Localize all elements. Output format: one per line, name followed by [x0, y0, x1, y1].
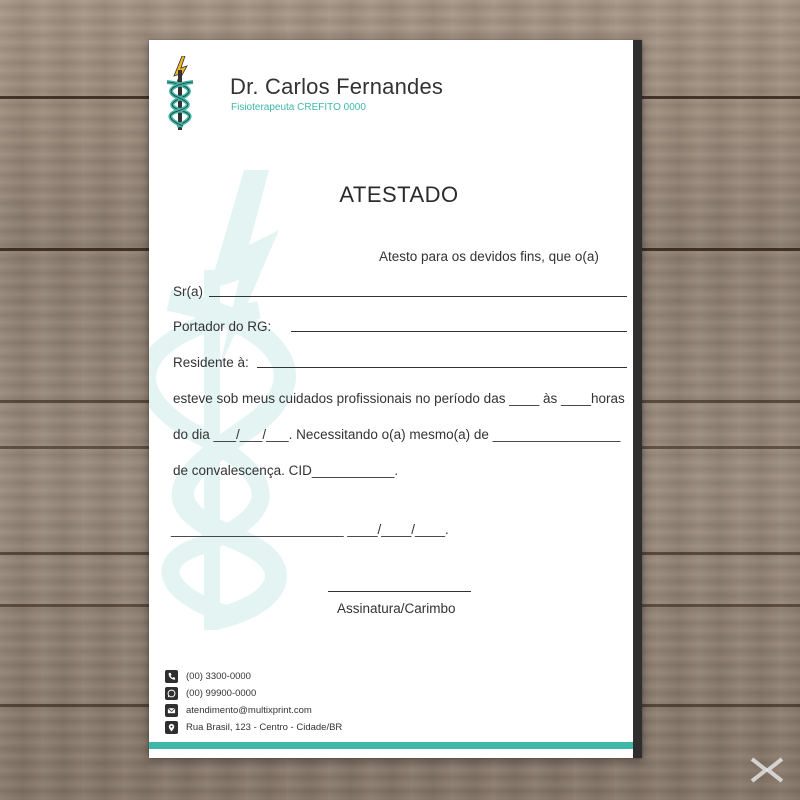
- address-label: Residente à:: [173, 355, 249, 370]
- map-pin-icon: [165, 721, 178, 734]
- footer-whatsapp: (00) 99900-0000: [165, 686, 256, 700]
- rg-fill-line[interactable]: [291, 331, 627, 332]
- cid-text: de convalescença. CID___________.: [173, 463, 399, 478]
- envelope-icon: [165, 704, 178, 717]
- dark-side-bar: [633, 40, 642, 758]
- accent-bottom-bar: [149, 742, 633, 749]
- date-need-text: do dia ___/___/___. Necessitando o(a) mesmo(a) de _________________: [173, 427, 621, 442]
- address-fill-line[interactable]: [257, 367, 627, 368]
- footer-email: atendimento@multixprint.com: [165, 703, 312, 717]
- name-label: Sr(a): [173, 284, 203, 299]
- footer-address: Rua Brasil, 123 - Centro - Cidade/BR: [165, 720, 342, 734]
- certificate-sheet: [149, 40, 642, 758]
- care-period-text: esteve sob meus cuidados profissionais no período das ____ às ____horas: [173, 391, 625, 406]
- rg-label: Portador do RG:: [173, 319, 272, 334]
- doctor-credential: Fisioterapeuta CREFITO 0000: [231, 102, 366, 113]
- document-title: ATESTADO: [339, 182, 459, 207]
- caduceus-logo-icon: [163, 56, 197, 132]
- doctor-name: Dr. Carlos Fernandes: [230, 74, 444, 99]
- intro-text: Atesto para os devidos fins, que o(a): [379, 249, 599, 264]
- signature-label: Assinatura/Carimbo: [337, 601, 456, 616]
- whatsapp-icon: [165, 687, 178, 700]
- phone-icon: [165, 670, 178, 683]
- name-fill-line[interactable]: [209, 296, 627, 297]
- footer-phone: (00) 3300-0000: [165, 669, 251, 683]
- signature-line: [328, 591, 471, 592]
- place-date-line: _______________________ ____/____/____.: [171, 522, 449, 537]
- brand-mark-icon: [748, 755, 786, 785]
